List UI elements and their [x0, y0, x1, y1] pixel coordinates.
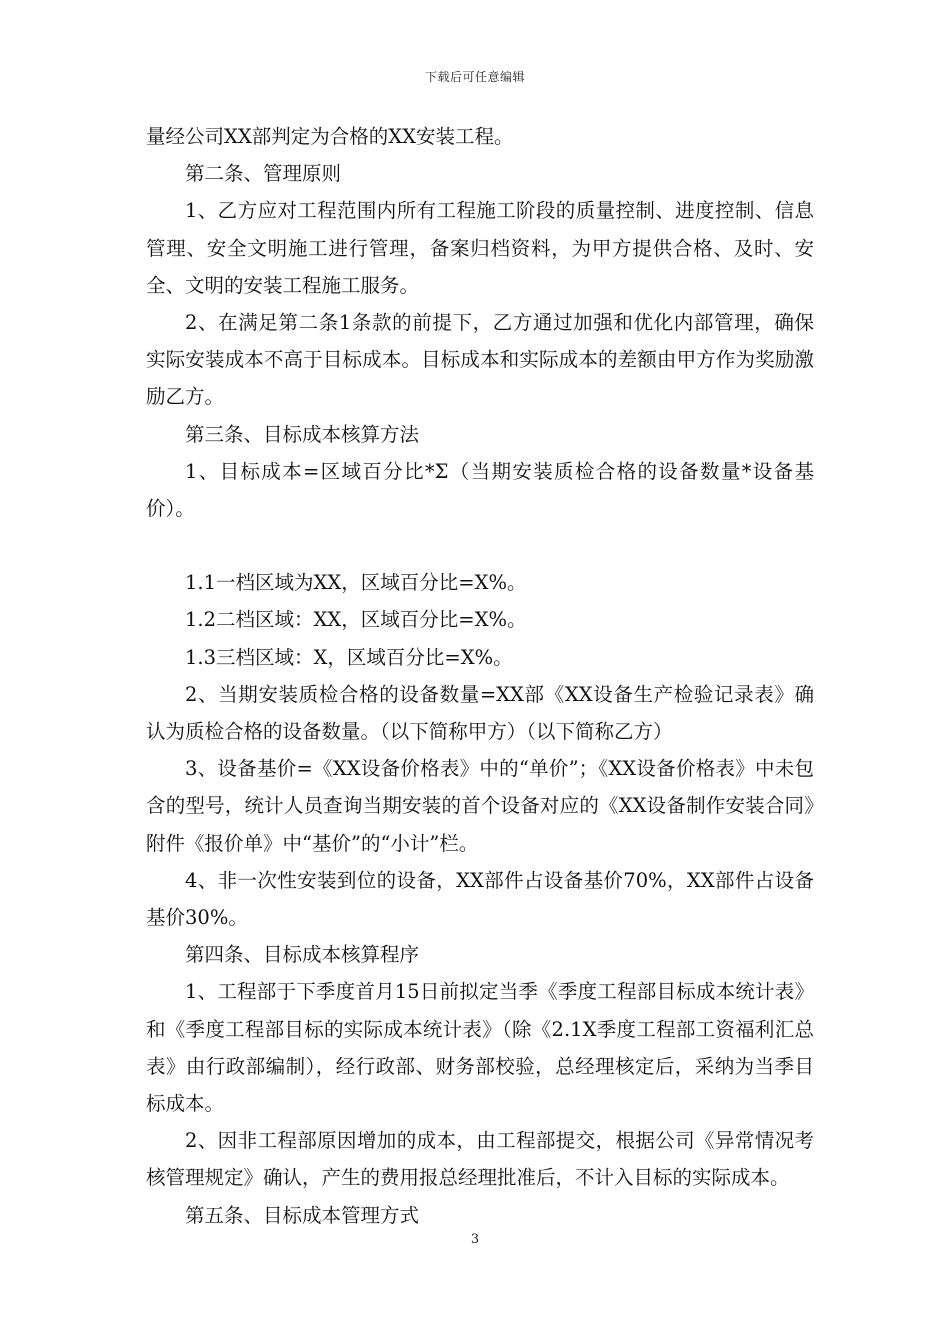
paragraph: 2、当期安装质检合格的设备数量=XX部《XX设备生产检验记录表》确认为质检合格的设备数量。（以下简称甲方）（以下简称乙方） [146, 682, 814, 744]
paragraph: 量经公司XX部判定为合格的XX安装工程。 [146, 125, 514, 148]
section-heading: 第二条、管理原则 [185, 162, 342, 186]
section-heading: 第五条、目标成本管理方式 [185, 1203, 420, 1227]
paragraph: 2、在满足第二条1条款的前提下，乙方通过加强和优化内部管理，确保实际安装成本不高于目标成本。目标成本和实际成本的差额由甲方作为奖励激励乙方。 [146, 311, 814, 409]
page-number: 3 [470, 1232, 480, 1247]
paragraph: 1、目标成本=区域百分比*Σ（当期安装质检合格的设备数量*设备基价）。 [146, 459, 814, 521]
section-heading: 第三条、目标成本核算方法 [185, 422, 420, 446]
paragraph: 4、非一次性安装到位的设备，XX部件占设备基价70%，XX部件占设备基价30%。 [146, 868, 814, 930]
document-body [146, 118, 814, 1234]
page-header-note: 下载后可任意编辑 [424, 70, 525, 84]
paragraph: 2、因非工程部原因增加的成本，由工程部提交，根据公司《异常情况考核管理规定》确认，产生的费用报总经理批准后，不计入目标的实际成本。 [146, 1129, 814, 1190]
paragraph: 1、乙方应对工程范围内所有工程施工阶段的质量控制、进度控制、信息管理、安全文明施工进行管理，备案归档资料，为甲方提供合格、及时、安全、文明的安装工程施工服务。 [146, 199, 814, 297]
blank-line [146, 527, 814, 564]
section-heading: 第四条、目标成本核算程序 [185, 943, 420, 967]
paragraph: 1、工程部于下季度首月15日前拟定当季《季度工程部目标成本统计表》和《季度工程部目标的实际成本统计表》（除《2.1X季度工程部工资福利汇总表》由行政部编制），经行政部、财务部校验，总经理核定后，采纳为当季目标成本。 [146, 980, 814, 1116]
list-item: 1.2二档区域：XX，区域百分比=X%。 [185, 608, 527, 632]
paragraph: 3、设备基价=《XX设备价格表》中的“单价”；《XX设备价格表》中未包含的型号，统计人员查询当期安装的首个设备对应的《XX设备制作安装合同》附件《报价单》中“基价”的“小计”栏。 [146, 757, 814, 855]
list-item: 1.1一档区域为XX，区域百分比=X%。 [185, 571, 527, 595]
list-item: 1.3三档区域：X，区域百分比=X%。 [185, 645, 513, 669]
